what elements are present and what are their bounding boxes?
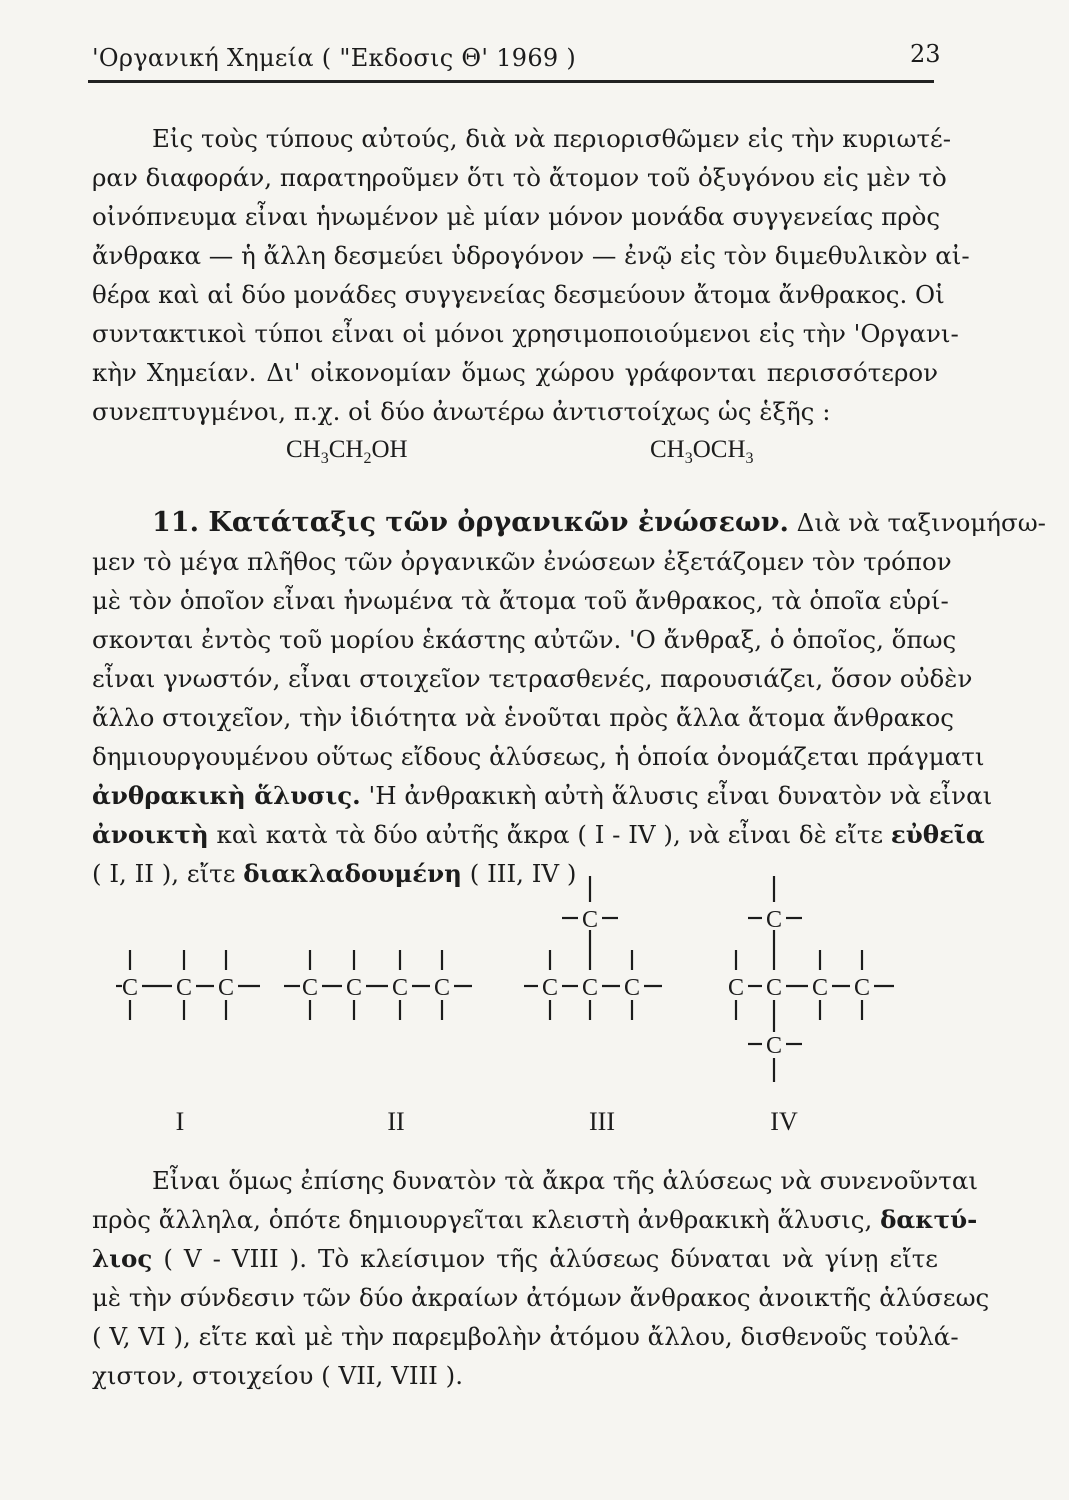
text-line: θέρα καὶ αἱ δύο μονάδες συγγενείας δεσμεύουν ἄτομα ἄνθρακος. Οἱ: [92, 280, 945, 309]
text-line: πρὸς ἄλληλα, ὁπότε δημιουργεῖται κλειστὴ ἀνθρακικὴ ἅλυσις, δακτύ-: [92, 1205, 978, 1234]
carbon-atom: C: [541, 975, 559, 1001]
text-line: ( V, VI ), εἴτε καὶ μὲ τὴν παρεμβολὴν ἀτόμου ἄλλου, δισθενοῦς τοὐλά-: [92, 1322, 959, 1351]
text-line: μὲ τὴν σύνδεσιν τῶν δύο ἀκραίων ἀτόμων ἄνθρακος ἀνοικτῆς ἁλύσεως: [92, 1283, 990, 1312]
text-line: Εἶναι ὅμως ἐπίσης δυνατὸν τὰ ἄκρα τῆς ἁλύσεως νὰ συνενοῦνται: [152, 1166, 978, 1195]
text-line: εἶναι γνωστόν, εἶναι στοιχεῖον τετρασθενές, παρουσιάζει, ὅσον οὐδὲν: [92, 664, 973, 693]
text-line: δημιουργουμένου οὕτως εἴδους ἁλύσεως, ἡ ὁποία ὀνομάζεται πράγματι: [92, 742, 985, 771]
carbon-atom: C: [765, 975, 783, 1001]
running-title: 'Οργανική Χημεία ( "Εκδοσις Θ' 1969 ): [92, 44, 577, 72]
text-line: Εἰς τοὺς τύπους αὐτούς, διὰ νὰ περιορισθῶμεν εἰς τὴν κυριωτέ-: [152, 124, 952, 153]
carbon-atom: C: [727, 975, 745, 1001]
formula-ethanol: $CH_3CH_2OH$: [286, 436, 408, 467]
text-line: ἄνθρακα — ἡ ἄλλη δεσμεύει ὑδρογόνον — ἐνῷ εἰς τὸν διμεθυλικὸν αἰ-: [92, 241, 970, 270]
carbon-atom: C: [581, 907, 599, 933]
text-line: σκονται ἐντὸς τοῦ μορίου ἑκάστης αὐτῶν. 'Ο ἄνθραξ, ὁ ὁποῖος, ὅπως: [92, 625, 957, 654]
structure-label-iii: III: [589, 1107, 615, 1136]
text-line: ραν διαφοράν, παρατηροῦμεν ὅτι τὸ ἄτομον τοῦ ὀξυγόνου εἰς μὲν τὸ: [92, 163, 947, 192]
text-line: συντακτικοὶ τύποι εἶναι οἱ μόνοι χρησιμοποιούμενοι εἰς τὴν 'Οργανι-: [92, 319, 959, 348]
term-daktylios-end: λιος: [92, 1244, 153, 1273]
text-line: οἰνόπνευμα εἶναι ἡνωμένον μὲ μίαν μόνον μονάδα συγγενείας πρὸς: [92, 202, 941, 231]
carbon-atom: C: [391, 975, 409, 1001]
text-line: ἀνοικτὴ καὶ κατὰ τὰ δύο αὐτῆς ἄκρα ( I - IV ), νὰ εἶναι δὲ εἴτε εὐθεῖα: [92, 820, 985, 849]
header-rule: [88, 80, 934, 83]
carbon-chain-structures: [110, 858, 930, 1138]
formula-dimethyl-ether: $CH_3OCH_3$: [650, 436, 754, 467]
carbon-atom: C: [433, 975, 451, 1001]
term-daktylios: δακτύ-: [880, 1205, 978, 1234]
carbon-atom: C: [345, 975, 363, 1001]
carbon-atom: C: [765, 907, 783, 933]
structure-label-i: I: [175, 1107, 185, 1136]
carbon-atom: C: [811, 975, 829, 1001]
carbon-atom: C: [121, 975, 139, 1001]
carbon-atom: C: [853, 975, 871, 1001]
term-anoikti: ἀνοικτὴ: [92, 820, 209, 849]
carbon-atom: C: [581, 975, 599, 1001]
text-line: ἄλλο στοιχεῖον, τὴν ἰδιότητα νὰ ἑνοῦται πρὸς ἄλλα ἄτομα ἄνθρακος: [92, 703, 955, 732]
text-line: 11. Κατάταξις τῶν ὀργανικῶν ἐνώσεων. Διὰ νὰ ταξινομήσω-: [152, 507, 1046, 538]
section-heading: 11. Κατάταξις τῶν ὀργανικῶν ἐνώσεων.: [152, 507, 789, 538]
text-line: χιστον, στοιχείου ( VII, VIII ).: [92, 1361, 463, 1390]
page-number: 23: [910, 40, 941, 68]
carbon-atom: C: [301, 975, 319, 1001]
structure-label-ii: II: [387, 1107, 405, 1136]
carbon-atom: C: [765, 1033, 783, 1059]
text-line: ἀνθρακικὴ ἅλυσις. 'Η ἀνθρακικὴ αὐτὴ ἅλυσις εἶναι δυνατὸν νὰ εἶναι: [92, 781, 993, 810]
text-line: κὴν Χημείαν. Δι' οἰκονομίαν ὅμως χώρου γράφονται περισσότερον: [92, 358, 938, 387]
term-anthrakiki-alysis: ἀνθρακικὴ ἅλυσις.: [92, 781, 361, 810]
text-line: μὲ τὸν ὁποῖον εἶναι ἡνωμένα τὰ ἄτομα τοῦ ἄνθρακος, τὰ ὁποῖα εὑρί-: [92, 586, 949, 615]
carbon-atom: C: [623, 975, 641, 1001]
text-line: ( I, II ), εἴτε διακλαδουμένη ( III, IV ): [92, 859, 577, 888]
text-line: συνεπτυγμένοι, π.χ. οἱ δύο ἀνωτέρω ἀντιστοίχως ὡς ἑξῆς :: [92, 397, 831, 426]
text-line: λιος ( V - VIII ). Τὸ κλείσιμον τῆς ἁλύσεως δύναται νὰ γίνῃ εἴτε: [92, 1244, 938, 1273]
carbon-atom: C: [175, 975, 193, 1001]
text-line: μεν τὸ μέγα πλῆθος τῶν ὀργανικῶν ἐνώσεων ἐξετάζομεν τὸν τρόπον: [92, 547, 952, 576]
term-eytheia: εὐθεῖα: [890, 820, 985, 849]
structure-label-iv: IV: [770, 1107, 798, 1136]
carbon-atom: C: [217, 975, 235, 1001]
carbon-atoms: [122, 907, 870, 1059]
structure-labels: [176, 1107, 798, 1136]
term-diakladoumeni: διακλαδουμένη: [243, 859, 462, 888]
